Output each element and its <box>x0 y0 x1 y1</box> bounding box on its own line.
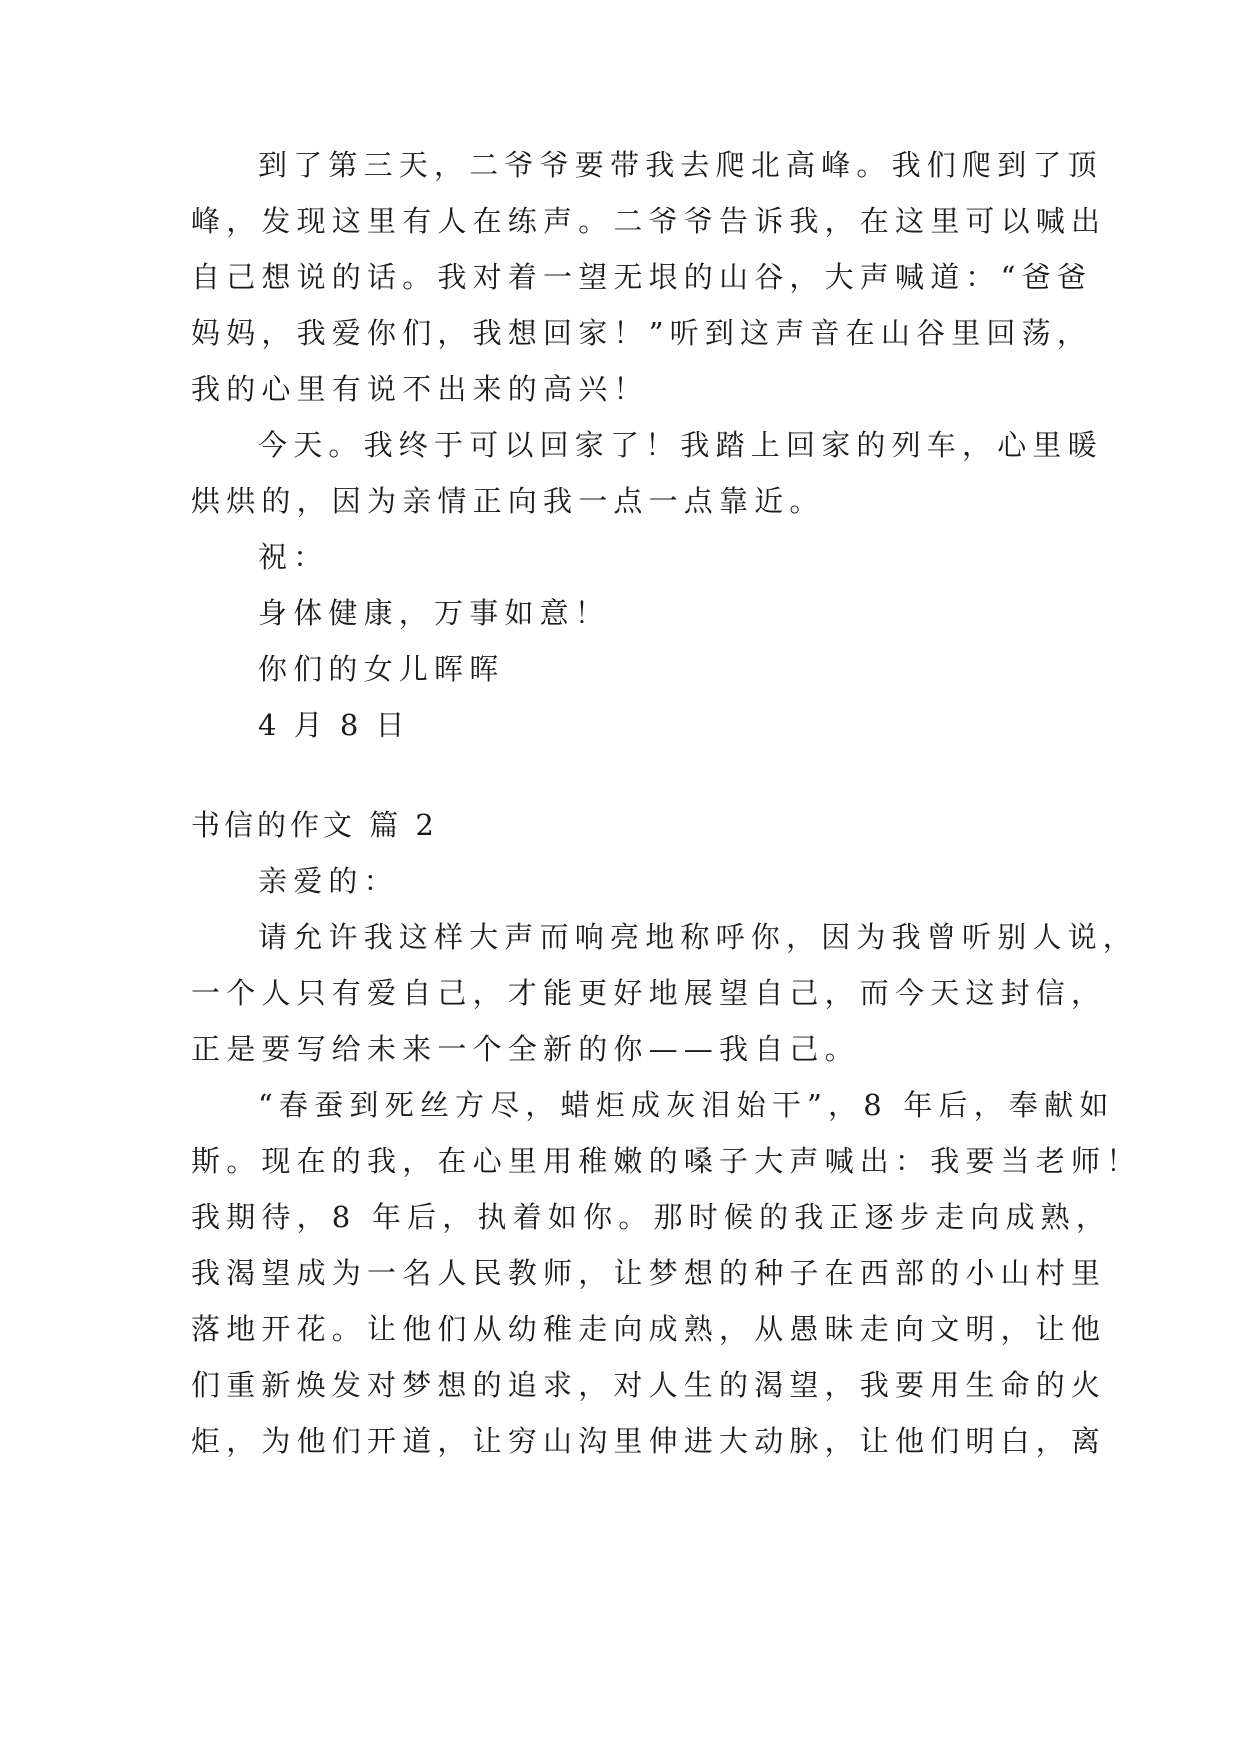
paragraph-line: 请允许我这样大声而响亮地称呼你，因为我曾听别人说， <box>258 920 1139 954</box>
salutation: 亲爱的： <box>258 864 399 898</box>
paragraph-line: 我的心里有说不出来的高兴！ <box>191 372 649 406</box>
closing-zhu: 祝： <box>258 540 329 574</box>
paragraph-line: 今天。我终于可以回家了！我踏上回家的列车，心里暖 <box>258 428 1103 462</box>
signature: 你们的女儿晖晖 <box>258 652 505 686</box>
closing-wish: 身体健康，万事如意！ <box>258 596 611 630</box>
letter-date: 4 月 8 日 <box>258 708 409 742</box>
paragraph-line: 一个人只有爱自己，才能更好地展望自己，而今天这封信， <box>191 976 1107 1010</box>
paragraph-line: 们重新焕发对梦想的追求，对人生的渴望，我要用生命的火 <box>191 1368 1107 1402</box>
paragraph-line: 妈妈，我爱你们，我想回家！”听到这声音在山谷里回荡， <box>191 316 1093 350</box>
paragraph-line: “春蚕到死丝方尽，蜡炬成灰泪始干”，8 年后，奉献如 <box>258 1088 1115 1122</box>
paragraph-line: 我期待，8 年后，执着如你。那时候的我正逐步走向成熟， <box>191 1200 1112 1234</box>
paragraph-line: 斯。现在的我，在心里用稚嫩的嗓子大声喊出：我要当老师！ <box>191 1144 1142 1178</box>
paragraph-line: 我渴望成为一名人民教师，让梦想的种子在西部的小山村里 <box>191 1256 1107 1290</box>
paragraph-line: 自己想说的话。我对着一望无垠的山谷，大声喊道：“爸爸 <box>191 260 1093 294</box>
paragraph-line: 烘烘的，因为亲情正向我一点一点靠近。 <box>191 484 825 518</box>
paragraph-line: 峰，发现这里有人在练声。二爷爷告诉我，在这里可以喊出 <box>191 204 1107 238</box>
section-heading: 书信的作文 篇 2 <box>191 808 438 842</box>
paragraph-line: 落地开花。让他们从幼稚走向成熟，从愚昧走向文明，让他 <box>191 1312 1107 1346</box>
paragraph-line: 炬，为他们开道，让穷山沟里伸进大动脉，让他们明白，离 <box>191 1424 1107 1458</box>
paragraph-line: 正是要写给未来一个全新的你——我自己。 <box>191 1032 860 1066</box>
paragraph-line: 到了第三天，二爷爷要带我去爬北高峰。我们爬到了顶 <box>258 148 1103 182</box>
